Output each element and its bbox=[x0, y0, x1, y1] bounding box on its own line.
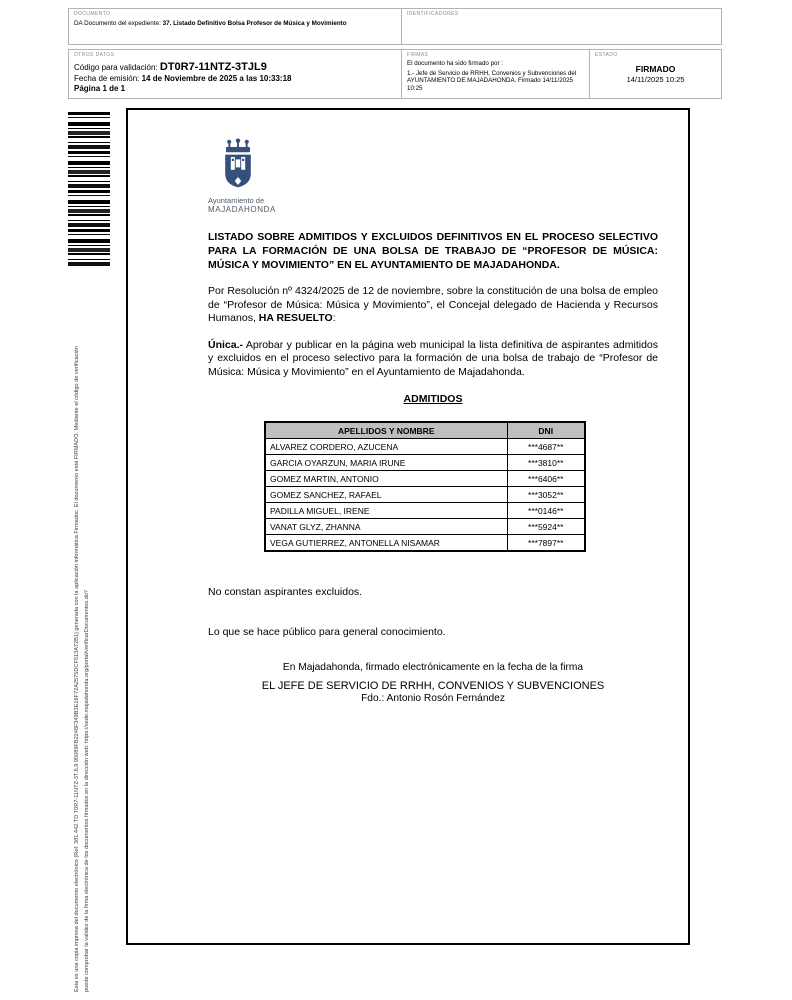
table-header-row bbox=[265, 422, 585, 439]
cell-name: VEGA GUTIERREZ, ANTONELLA NISAMAR bbox=[265, 535, 507, 552]
paragraph-resolucion-colon: : bbox=[332, 312, 336, 324]
cell-dni: ***7897** bbox=[507, 535, 585, 552]
documento-cell bbox=[69, 9, 401, 44]
publico-text: Lo que se hace público para general conocimiento. bbox=[208, 626, 446, 638]
cell-dni: ***3052** bbox=[507, 487, 585, 503]
identificadores-label: IDENTIFICADORES bbox=[407, 11, 459, 17]
majadahonda-crest-icon bbox=[222, 138, 254, 192]
table-row bbox=[265, 487, 585, 503]
table-row bbox=[265, 519, 585, 535]
admitidos-table bbox=[264, 421, 586, 552]
paragraph-unica-text: Aprobar y publicar en la página web municipal la lista definitiva de aspirantes admitidos y excluidos en el proceso selectivo para la formación de una bolsa de trabajo de “Profesor de Música: Música y Movimiento” en el Ayuntamiento de Majadahonda. bbox=[208, 338, 658, 378]
codigo-value: DT0R7-11NTZ-3TJL9 bbox=[159, 61, 267, 73]
fecha-label: Fecha de emisión: bbox=[74, 74, 142, 83]
cell-dni: ***6406** bbox=[507, 471, 585, 487]
cell-name: VANAT GLYZ, ZHANNA bbox=[265, 519, 507, 535]
firmas-line-1: El documento ha sido firmado por : bbox=[407, 60, 503, 67]
identificadores-cell bbox=[401, 9, 721, 44]
cell-dni: ***5924** bbox=[507, 519, 585, 535]
estado-datetime: 14/11/2025 10:25 bbox=[626, 75, 685, 84]
table-row bbox=[265, 503, 585, 519]
signature-block bbox=[208, 662, 658, 704]
documento-line bbox=[74, 20, 396, 28]
table-row bbox=[265, 455, 585, 471]
table-row bbox=[265, 535, 585, 552]
verification-text-line-2: puede comprobar la validez de la firma electrónica de los documentos firmados en la dirección web: https://sede.majadahonda.org/portal/verificarDocumentos.do? bbox=[84, 589, 90, 992]
admitidos-heading: ADMITIDOS bbox=[403, 393, 463, 405]
metadata-header bbox=[68, 8, 722, 99]
verification-text-line-1: Esta es una copia impresa del documento electrónico (Ref: 381.442.TD T0R7-11NTZ-3TJL9 95089FB2248F349B3E16F72A2575DCF513A72B1) generada con la aplicación informática Firmadoc. El documento está FIRMADO. Mediante el código de verificación bbox=[74, 346, 80, 992]
signature-role-line: EL JEFE DE SERVICIO DE RRHH, CONVENIOS Y SUBVENCIONES bbox=[261, 680, 605, 692]
otros-datos-label: OTROS DATOS bbox=[74, 52, 115, 58]
cell-name: GOMEZ MARTIN, ANTONIO bbox=[265, 471, 507, 487]
unica-bold: Única.- bbox=[208, 338, 244, 351]
document-page bbox=[126, 108, 690, 945]
fecha-value: 14 de Noviembre de 2025 a las 10:33:18 bbox=[141, 74, 292, 83]
estado-label: ESTADO bbox=[595, 52, 618, 58]
otros-datos-cell bbox=[69, 50, 401, 98]
cell-name: ALVAREZ CORDERO, AZUCENA bbox=[265, 439, 507, 455]
paragraph-resolucion-text: Por Resolución nº 4324/2025 de 12 de noviembre, sobre la constitución de una bolsa de empleo de “Profesor de Música: Música y Movimiento”, el Concejal delegado de Hacienda y Recursos Humanos, bbox=[208, 285, 658, 324]
pagina-line: Página 1 de 1 bbox=[74, 84, 126, 93]
estado-status-badge: FIRMADO bbox=[635, 64, 676, 74]
fecha-emision-line bbox=[74, 74, 396, 83]
firmas-line-2: 1.- Jefe de Servicio de RRHH, Convenios y Subvenciones del AYUNTAMIENTO DE MAJADAHONDA. Firmado 14/11/2025 10:25 bbox=[407, 69, 577, 92]
column-header-dni: DNI bbox=[507, 422, 585, 439]
verification-vertical-text bbox=[72, 272, 92, 992]
metadata-row-2 bbox=[68, 49, 722, 99]
codigo-validacion-line bbox=[74, 61, 396, 73]
table-row bbox=[265, 471, 585, 487]
logo-org-line1: Ayuntamiento de bbox=[208, 196, 265, 205]
cell-dni: ***4687** bbox=[507, 439, 585, 455]
no-excluidos-text: No constan aspirantes excluidos. bbox=[208, 586, 363, 598]
cell-dni: ***3810** bbox=[507, 455, 585, 471]
codigo-label: Código para validación: bbox=[74, 63, 160, 72]
documento-title: 37. Listado Definitivo Bolsa Profesor de Música y Movimiento bbox=[162, 20, 347, 27]
signature-place-line: En Majadahonda, firmado electrónicamente en la fecha de la firma bbox=[282, 662, 584, 673]
document-title: LISTADO SOBRE ADMITIDOS Y EXCLUIDOS DEFINITIVOS EN EL PROCESO SELECTIVO PARA LA FORMACIÓN DE UNA BOLSA DE TRABAJO DE “PROFESOR DE MÚSICA: MÚSICA Y MOVIMIENTO” EN EL AYUNTAMIENTO DE MAJADAHONDA. bbox=[208, 231, 658, 271]
documento-prefix: DA Documento del expediente: bbox=[74, 20, 163, 27]
signature-name-line: Fdo.: Antonio Rosón Fernández bbox=[361, 693, 505, 704]
cell-name: PADILLA MIGUEL, IRENE bbox=[265, 503, 507, 519]
paragraph-unica bbox=[208, 339, 658, 380]
estado-cell bbox=[589, 50, 721, 98]
ha-resuelto-bold: HA RESUELTO bbox=[258, 312, 333, 324]
logo-block bbox=[208, 138, 328, 214]
cell-name: GOMEZ SANCHEZ, RAFAEL bbox=[265, 487, 507, 503]
column-header-apellidos: APELLIDOS Y NOMBRE bbox=[265, 422, 507, 439]
paragraph-resolucion bbox=[208, 285, 658, 326]
logo-text bbox=[208, 196, 328, 214]
firmas-cell bbox=[401, 50, 589, 98]
table-row bbox=[265, 439, 585, 455]
cell-name: GARCIA OYARZUN, MARIA IRUNE bbox=[265, 455, 507, 471]
firmas-label: FIRMAS bbox=[407, 52, 429, 58]
verification-barcode bbox=[68, 112, 110, 268]
documento-label: DOCUMENTO bbox=[74, 11, 111, 17]
metadata-row-1 bbox=[68, 8, 722, 45]
cell-dni: ***0146** bbox=[507, 503, 585, 519]
logo-org-line2: MAJADAHONDA bbox=[208, 205, 276, 214]
